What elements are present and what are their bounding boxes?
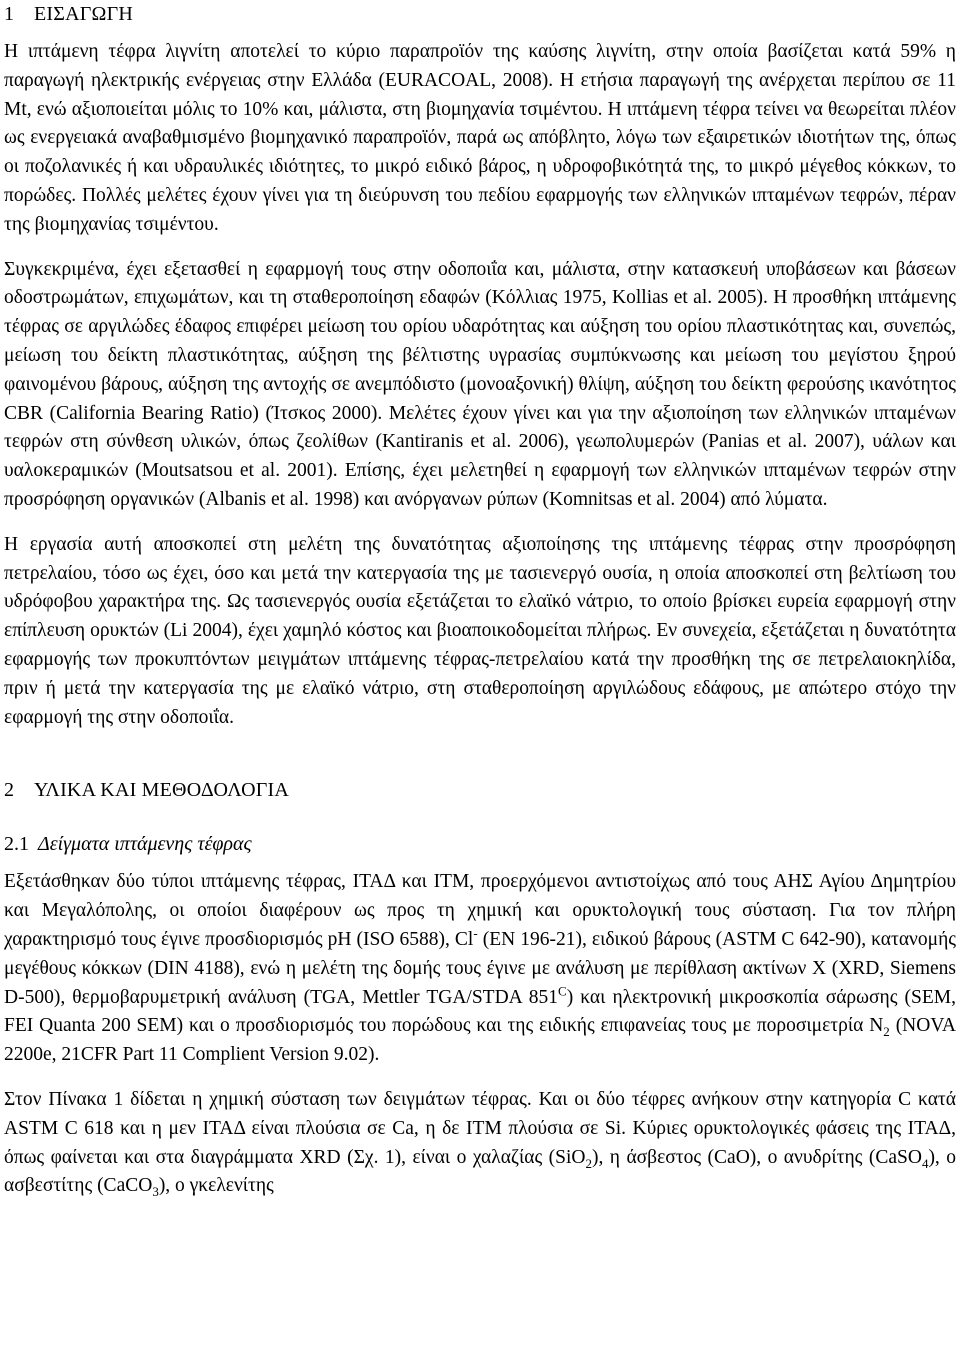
text-run: (NOVA 2200e, 21CFR Part 11 Complient Version 9.02). — [4, 1015, 956, 1066]
paragraph-intro-2: Συγκεκριμένα, έχει εξετασθεί η εφαρμογή τους στην οδοποιΐα και, μάλιστα, στην κατασκευή υποβάσεων και βάσεων οδοστρωμάτων, επιχωμάτων, και τη σταθεροποίηση εδαφών (Κόλλιας 1975, Kollias et al. 2005). Η προσθήκη ιπτάμενης τέφρας σε αργιλώδες έδαφος επιφέρει μείωση του ορίου υδαρότητας και αύξηση του ορίου πλαστικότητας και, συνεπώς, μείωση του δείκτη πλαστικότητας, αύξηση της βέλτιστης υγρασίας συμπύκνωσης και μείωση του μεγίστου ξηρού φαινομένου βάρους, αύξηση της αντοχής σε ανεμπόδιστο (μονοαξονική) θλίψη, αύξηση του δείκτη φερούσης ικανότητος CBR (California Bearing Ratio) (Ίτσκος 2000). Μελέτες έχουν γίνει και για την αξιοποίηση των ελληνικών ιπταμένων τεφρών στη σύνθεση υλικών, όπως ζεολίθων (Kantiranis et al. 2006), γεωπολυμερών (Panias et al. 2007), υάλων και υαλοκεραμικών (Moutsatsou et al. 2001). Επίσης, έχει μελετηθεί η εφαρμογή των ελληνικών ιπταμένων τεφρών στην προσρόφηση οργανικών (Albanis et al. 1998) και ανόργανων ρύπων (Komnitsas et al. 2004) από λύματα. — [4, 258, 956, 510]
paragraph-samples-1 — [4, 868, 956, 1070]
section-heading-introduction — [4, 0, 956, 28]
paragraph-samples-2 — [4, 1086, 956, 1201]
subscript: 3 — [152, 1184, 159, 1200]
section-heading-materials-methods — [4, 776, 956, 804]
text-run: ) και ηλεκτρονική μικροσκοπία σάρωσης (SEM, FEI Quanta 200 SEM) και ο προσδιορισμός του πορώδους και της ειδικής επιφανείας τους με ποροσιμετρία N — [4, 986, 956, 1037]
document-page — [4, 0, 956, 1201]
subscript: 2 — [585, 1155, 592, 1171]
text-run: Στον Πίνακα 1 δίδεται η χημική σύσταση των δειγμάτων τέφρας. Και οι δύο τέφρες ανήκουν στην κατηγορία C κατά ASTM C 618 και η μεν ΙΤΑΔ είναι πλούσια σε Ca, η δε ΙΤΜ πλούσια σε Si. Κύριες ορυκτολογικές φάσεις της ΙΤΑΔ, όπως φαίνεται και στα διαγράμματα XRD (Σχ. 1), είναι ο χαλαζίας (SiO — [4, 1088, 956, 1168]
subsection-title: Δείγματα ιπτάμενης τέφρας — [38, 833, 252, 856]
superscript: C — [558, 983, 567, 999]
text-run: ), η άσβεστος (CaO), ο ανυδρίτης (CaSO — [591, 1146, 922, 1168]
subscript: 2 — [883, 1024, 890, 1040]
subscript: 4 — [921, 1155, 929, 1171]
superscript: - — [473, 925, 478, 941]
section-number: 1 — [4, 3, 15, 25]
text-run: ), ο γκελενίτης — [158, 1175, 274, 1197]
section-title: ΕΙΣΑΓΩΓΗ — [34, 3, 133, 25]
paragraph-intro-3: Η εργασία αυτή αποσκοπεί στη μελέτη της δυνατότητας αξιοποίησης της ιπτάμενης τέφρας στην προσρόφηση πετρελαίου, τόσο ως έχει, όσο και μετά την κατεργασία της με τασιενεργό ουσία, η οποία αποσκοπεί στη βελτίωση του υδρόφοβου χαρακτήρα της. Ως τασιενεργός ουσία εξετάζεται το ελαϊκό νάτριο, το οποίο βρίσκει ευρεία εφαρμογή στην επίπλευση ορυκτών (Li 2004), έχει χαμηλό κόστος και βιοαποικοδομείται πλήρως. Εν συνεχεία, εξετάζεται η δυνατότητα εφαρμογής των προκυπτόντων μειγμάτων ιπτάμενης τέφρας-πετρελαίου κατά την προσθήκη της σε πετρελαιοκηλίδα, πριν ή μετά την κατεργασία της με ελαϊκό νάτριο, στη σταθεροποίηση αργιλώδους εδάφους, με απώτερο στόχο την εφαρμογή της στην οδοποιΐα. — [4, 533, 956, 728]
text-run: ), ο ασβεστίτης (CaCO — [4, 1146, 957, 1197]
paragraph-intro-1: Η ιπτάμενη τέφρα λιγνίτη αποτελεί το κύριο παραπροϊόν της καύσης λιγνίτη, στην οποία βασίζεται κατά 59% η παραγωγή ηλεκτρικής ενέργειας στην Ελλάδα (EURACOAL, 2008). Η ετήσια παραγωγή της ανέρχεται περίπου σε 11 Mt, ενώ αξιοποιείται μόλις το 10% και, μάλιστα, στη βιομηχανία τσιμέντου. Η ιπτάμενη τέφρα τείνει να θεωρείται πλέον ως ενεργειακά αναβαθμισμένο βιομηχανικό παραπροϊόν, παρά ως απόβλητο, λόγω των εξαιρετικών ιδιοτήτων της, όπως οι ποζολανικές ή και υδραυλικές ιδιότητες, το μικρό ειδικό βάρος, η υδροφοβικότητά της, το μικρό μέγεθος κόκκων, το πορώδες. Πολλές μελέτες έχουν γίνει για τη διεύρυνση του πεδίου εφαρμογής των ελληνικών ιπταμένων τεφρών, πέραν της βιομηχανίας τσιμέντου. — [4, 41, 956, 235]
subsection-heading-fly-ash-samples — [4, 830, 956, 858]
subsection-number: 2.1 — [4, 833, 29, 856]
section-number: 2 — [4, 779, 15, 802]
section-title: ΥΛΙΚΑ ΚΑΙ ΜΕΘΟΔΟΛΟΓΙΑ — [34, 779, 290, 802]
text-run: Εξετάσθηκαν δύο τύποι ιπτάμενης τέφρας, ΙΤΑΔ και ΙΤΜ, προερχόμενοι αντιστοίχως από τους ΑΗΣ Αγίου Δημητρίου και Μεγαλόπολης, οι οποίοι διαφέρουν ως προς τη χημική και ορυκτολογική τους σύσταση. Για τον πλήρη χαρακτηρισμό τους έγινε προσδιορισμός pH (ISO 6588), Cl — [4, 871, 956, 950]
text-run: (EN 196-21), ειδικού βάρους (ASTM C 642-90), κατανομής μεγέθους κόκκων (DIN 4188), ενώ η μελέτη της δομής τους έγινε με ανάλυση με περίθλαση ακτίνων Χ (XRD, Siemens D-500), θερμοβαρυμετρική ανάλυση (TGA, Mettler TGA/STDA 851 — [4, 928, 956, 1008]
